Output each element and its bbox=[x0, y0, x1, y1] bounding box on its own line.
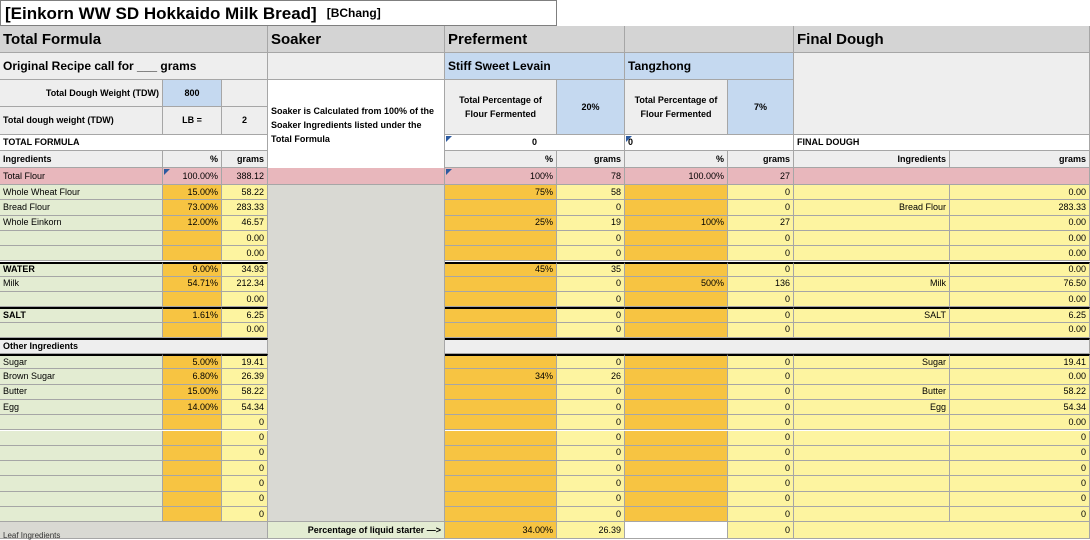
col-lev-grams: grams bbox=[557, 151, 625, 168]
levain-pct[interactable] bbox=[445, 231, 557, 246]
ingredient-name[interactable]: Whole Wheat Flour bbox=[0, 185, 163, 200]
soaker-flour[interactable] bbox=[268, 168, 445, 185]
stiff-levain-label[interactable]: Stiff Sweet Levain bbox=[445, 53, 625, 80]
col-pct: % bbox=[163, 151, 222, 168]
ingredient-grams[interactable]: 0 bbox=[222, 446, 268, 461]
levain-grams[interactable]: 0 bbox=[557, 277, 625, 292]
liquid-starter-label: Percentage of liquid starter —> bbox=[268, 522, 445, 539]
tang-pct[interactable] bbox=[625, 446, 728, 461]
ingredient-pct[interactable]: 9.00% bbox=[163, 262, 222, 277]
levain-pct[interactable] bbox=[445, 476, 557, 491]
levain-pct[interactable] bbox=[445, 307, 557, 322]
fd-grams[interactable]: 0.00 bbox=[950, 246, 1090, 261]
ingredient-grams[interactable]: 0 bbox=[222, 476, 268, 491]
fd-ingredient[interactable] bbox=[794, 492, 950, 507]
levain-grams[interactable]: 0 bbox=[557, 292, 625, 307]
tang-grams[interactable]: 0 bbox=[728, 476, 794, 491]
ingredient-name[interactable] bbox=[0, 231, 163, 246]
fd-ingredient[interactable] bbox=[794, 292, 950, 307]
fd-ingredient[interactable] bbox=[794, 185, 950, 200]
tang-grams[interactable]: 0 bbox=[728, 461, 794, 476]
tang-grams[interactable]: 0 bbox=[728, 185, 794, 200]
ingredient-name[interactable] bbox=[0, 507, 163, 522]
col-grams: grams bbox=[222, 151, 268, 168]
tang-pct[interactable] bbox=[625, 476, 728, 491]
ingredient-pct[interactable]: 6.80% bbox=[163, 369, 222, 384]
fd-ingredient[interactable] bbox=[794, 216, 950, 231]
recipe-title: [Einkorn WW SD Hokkaido Milk Bread] bbox=[5, 3, 317, 23]
ingredient-grams[interactable]: 26.39 bbox=[222, 369, 268, 384]
section-preferment-blank[interactable] bbox=[625, 26, 794, 53]
levain-grams[interactable]: 0 bbox=[557, 446, 625, 461]
fd-ingredient[interactable]: Bread Flour bbox=[794, 200, 950, 215]
ingredient-name[interactable] bbox=[0, 292, 163, 307]
tang-pct[interactable] bbox=[625, 246, 728, 261]
fd-grams[interactable]: 0.00 bbox=[950, 262, 1090, 277]
tang-grams[interactable]: 0 bbox=[728, 354, 794, 369]
tang-pct[interactable] bbox=[625, 354, 728, 369]
tang-pct[interactable] bbox=[625, 492, 728, 507]
ingredient-name[interactable]: Bread Flour bbox=[0, 200, 163, 215]
sheet-title[interactable] bbox=[0, 0, 557, 26]
ingredient-grams[interactable]: 0 bbox=[222, 461, 268, 476]
tangzhong-label[interactable]: Tangzhong bbox=[625, 53, 794, 80]
levain-grams[interactable]: 0 bbox=[557, 231, 625, 246]
ingredient-pct[interactable]: 1.61% bbox=[163, 307, 222, 322]
tang-grams[interactable]: 0 bbox=[728, 492, 794, 507]
tdw-label: Total Dough Weight (TDW) bbox=[0, 80, 163, 107]
tang-grams[interactable]: 0 bbox=[728, 400, 794, 415]
other-ingredients-band bbox=[445, 338, 1090, 354]
fd-ingredient[interactable] bbox=[794, 262, 950, 277]
fd-grams[interactable]: 0.00 bbox=[950, 231, 1090, 246]
ingredient-name[interactable]: Whole Einkorn bbox=[0, 216, 163, 231]
fd-grams[interactable]: 0.00 bbox=[950, 216, 1090, 231]
col-lev-pct: % bbox=[445, 151, 557, 168]
tang-pct[interactable]: 500% bbox=[625, 277, 728, 292]
ingredient-pct[interactable] bbox=[163, 231, 222, 246]
fd-grams[interactable]: 0.00 bbox=[950, 185, 1090, 200]
tang-grams[interactable]: 0 bbox=[728, 262, 794, 277]
levain-grams[interactable]: 0 bbox=[557, 492, 625, 507]
ingredient-grams[interactable]: 54.34 bbox=[222, 400, 268, 415]
ingredient-pct[interactable] bbox=[163, 492, 222, 507]
levain-pct[interactable] bbox=[445, 323, 557, 338]
levain-grams[interactable]: 0 bbox=[557, 400, 625, 415]
ingredient-pct[interactable]: 15.00% bbox=[163, 185, 222, 200]
tang-grams[interactable]: 27 bbox=[728, 216, 794, 231]
fd-grams[interactable]: 0.00 bbox=[950, 292, 1090, 307]
col-ingredients: Ingredients bbox=[0, 151, 163, 168]
ingredient-grams[interactable]: 58.22 bbox=[222, 185, 268, 200]
tang-pct[interactable] bbox=[625, 292, 728, 307]
soaker-note: Soaker is Calculated from 100% of the Soaker Ingredients listed under the Total Formula bbox=[268, 80, 445, 170]
levain-pct[interactable] bbox=[445, 354, 557, 369]
levain-pct[interactable] bbox=[445, 200, 557, 215]
ingredient-name[interactable] bbox=[0, 415, 163, 430]
tang-grams[interactable]: 0 bbox=[728, 415, 794, 430]
ingredient-name[interactable]: Milk bbox=[0, 277, 163, 292]
levain-pct[interactable] bbox=[445, 385, 557, 400]
ingredient-grams[interactable]: 6.25 bbox=[222, 307, 268, 322]
footer-note: Leaf Ingredients bbox=[3, 531, 61, 540]
levain-grams[interactable]: 26 bbox=[557, 369, 625, 384]
levain-pct[interactable] bbox=[445, 492, 557, 507]
levain-pct[interactable]: 25% bbox=[445, 216, 557, 231]
levain-grams[interactable]: 0 bbox=[557, 415, 625, 430]
col-fd-ingredients: Ingredients bbox=[794, 151, 950, 168]
ingredient-pct[interactable] bbox=[163, 476, 222, 491]
fd-grams[interactable]: 0.00 bbox=[950, 369, 1090, 384]
ingredient-grams[interactable]: 0 bbox=[222, 415, 268, 430]
tang-grams[interactable]: 0 bbox=[728, 369, 794, 384]
liquid-starter-grams[interactable]: 26.39 bbox=[557, 522, 625, 539]
fd-grams[interactable]: 0 bbox=[950, 431, 1090, 446]
tang-grams[interactable]: 0 bbox=[728, 446, 794, 461]
ingredient-grams[interactable]: 283.33 bbox=[222, 200, 268, 215]
fd-grams[interactable]: 0 bbox=[950, 476, 1090, 491]
lev-flour-grams[interactable]: 78 bbox=[557, 168, 625, 185]
ingredient-pct[interactable]: 54.71% bbox=[163, 277, 222, 292]
fd-ingredient[interactable]: SALT bbox=[794, 307, 950, 322]
tang-pct[interactable] bbox=[625, 200, 728, 215]
tang-pct[interactable] bbox=[625, 415, 728, 430]
ingredient-pct[interactable] bbox=[163, 431, 222, 446]
tang-grams[interactable]: 136 bbox=[728, 277, 794, 292]
levain-grams[interactable]: 0 bbox=[557, 461, 625, 476]
ingredient-name[interactable]: WATER bbox=[0, 262, 163, 277]
fd-grams[interactable]: 6.25 bbox=[950, 307, 1090, 322]
levain-grams[interactable]: 0 bbox=[557, 307, 625, 322]
levain-pct[interactable] bbox=[445, 446, 557, 461]
ingredient-pct[interactable]: 5.00% bbox=[163, 354, 222, 369]
tang-pct[interactable] bbox=[625, 307, 728, 322]
tang-pct[interactable] bbox=[625, 431, 728, 446]
fd-ingredient[interactable] bbox=[794, 431, 950, 446]
tang-grams[interactable]: 0 bbox=[728, 507, 794, 522]
fd-grams[interactable]: 54.34 bbox=[950, 400, 1090, 415]
levain-pct[interactable] bbox=[445, 400, 557, 415]
final-dough-label: FINAL DOUGH bbox=[794, 135, 1090, 151]
ingredient-grams[interactable]: 212.34 bbox=[222, 277, 268, 292]
section-total-formula[interactable]: Total Formula bbox=[0, 26, 268, 53]
fd-grams[interactable]: 19.41 bbox=[950, 354, 1090, 369]
tang-flour-grams[interactable]: 27 bbox=[728, 168, 794, 185]
tdw-input[interactable]: 800 bbox=[163, 80, 222, 107]
levain-pct[interactable] bbox=[445, 246, 557, 261]
soaker-column bbox=[268, 185, 445, 522]
levain-pct[interactable] bbox=[445, 415, 557, 430]
levain-zero[interactable]: 0 bbox=[445, 135, 625, 151]
ingredient-grams[interactable]: 0.00 bbox=[222, 323, 268, 338]
levain-grams[interactable]: 0 bbox=[557, 200, 625, 215]
ingredient-name[interactable]: Butter bbox=[0, 385, 163, 400]
ingredient-pct[interactable]: 73.00% bbox=[163, 200, 222, 215]
levain-grams[interactable]: 0 bbox=[557, 323, 625, 338]
ingredient-name[interactable]: Egg bbox=[0, 400, 163, 415]
final-dough-blank-top[interactable] bbox=[794, 53, 1090, 135]
fd-ingredient[interactable] bbox=[794, 461, 950, 476]
tang-pct[interactable] bbox=[625, 369, 728, 384]
tang-pct[interactable] bbox=[625, 400, 728, 415]
ingredient-pct[interactable]: 15.00% bbox=[163, 385, 222, 400]
fd-grams[interactable]: 0 bbox=[950, 492, 1090, 507]
fd-grams[interactable]: 0.00 bbox=[950, 415, 1090, 430]
ingredient-grams[interactable]: 0.00 bbox=[222, 231, 268, 246]
soaker-blank-top[interactable] bbox=[268, 53, 445, 80]
levain-pct[interactable]: 34% bbox=[445, 369, 557, 384]
ingredient-name[interactable]: Sugar bbox=[0, 354, 163, 369]
total-flour-grams[interactable]: 388.12 bbox=[222, 168, 268, 185]
fd-grams[interactable]: 0 bbox=[950, 507, 1090, 522]
fd-grams[interactable]: 76.50 bbox=[950, 277, 1090, 292]
ingredient-pct[interactable]: 12.00% bbox=[163, 216, 222, 231]
lev-flour-pct[interactable]: 100% bbox=[445, 168, 557, 185]
section-soaker[interactable]: Soaker bbox=[268, 26, 445, 53]
ingredient-pct[interactable] bbox=[163, 292, 222, 307]
ingredient-grams[interactable]: 0 bbox=[222, 431, 268, 446]
ingredient-pct[interactable] bbox=[163, 446, 222, 461]
fd-ingredient[interactable]: Milk bbox=[794, 277, 950, 292]
liquid-starter-pct[interactable]: 34.00% bbox=[445, 522, 557, 539]
fd-ingredient[interactable] bbox=[794, 369, 950, 384]
levain-grams[interactable]: 0 bbox=[557, 507, 625, 522]
tdw-lb-label: Total dough weight (TDW) bbox=[0, 107, 163, 135]
fd-ingredient[interactable] bbox=[794, 446, 950, 461]
ingredient-name[interactable] bbox=[0, 476, 163, 491]
fd-grams[interactable]: 0 bbox=[950, 461, 1090, 476]
fd-ingredient[interactable]: Egg bbox=[794, 400, 950, 415]
ingredient-grams[interactable]: 19.41 bbox=[222, 354, 268, 369]
tang-pct[interactable] bbox=[625, 507, 728, 522]
levain-grams[interactable]: 0 bbox=[557, 431, 625, 446]
ingredient-pct[interactable] bbox=[163, 415, 222, 430]
section-final-dough[interactable]: Final Dough bbox=[794, 26, 1090, 53]
tang-flour-pct[interactable]: 100.00% bbox=[625, 168, 728, 185]
ingredient-name[interactable]: SALT bbox=[0, 307, 163, 322]
levain-pct[interactable] bbox=[445, 292, 557, 307]
recipe-author: [BChang] bbox=[326, 5, 381, 20]
liquid-starter-tang-blank bbox=[625, 522, 728, 539]
levain-grams[interactable]: 0 bbox=[557, 354, 625, 369]
levain-grams[interactable]: 58 bbox=[557, 185, 625, 200]
levain-pct[interactable] bbox=[445, 277, 557, 292]
tang-pct[interactable] bbox=[625, 461, 728, 476]
ingredient-pct[interactable] bbox=[163, 461, 222, 476]
levain-pct[interactable] bbox=[445, 507, 557, 522]
fd-ingredient[interactable] bbox=[794, 323, 950, 338]
ingredient-grams[interactable]: 46.57 bbox=[222, 216, 268, 231]
levain-grams[interactable]: 19 bbox=[557, 216, 625, 231]
tang-pct[interactable] bbox=[625, 231, 728, 246]
ingredient-grams[interactable]: 0.00 bbox=[222, 246, 268, 261]
fd-ingredient[interactable]: Sugar bbox=[794, 354, 950, 369]
levain-pct[interactable] bbox=[445, 431, 557, 446]
ingredient-grams[interactable]: 0.00 bbox=[222, 292, 268, 307]
col-tang-pct: % bbox=[625, 151, 728, 168]
lb-value[interactable]: 2 bbox=[222, 107, 268, 135]
other-ingredients-label: Other Ingredients bbox=[0, 338, 268, 354]
fd-ingredient[interactable]: Butter bbox=[794, 385, 950, 400]
fd-ingredient[interactable] bbox=[794, 415, 950, 430]
ingredient-grams[interactable]: 34.93 bbox=[222, 262, 268, 277]
ingredient-grams[interactable]: 0 bbox=[222, 507, 268, 522]
tang-grams[interactable]: 0 bbox=[728, 200, 794, 215]
fd-grams[interactable]: 58.22 bbox=[950, 385, 1090, 400]
liquid-starter-tang[interactable]: 0 bbox=[728, 522, 794, 539]
ingredient-pct[interactable] bbox=[163, 507, 222, 522]
tang-pct[interactable] bbox=[625, 262, 728, 277]
tang-grams[interactable]: 0 bbox=[728, 385, 794, 400]
liquid-starter-fd-blank bbox=[794, 522, 1090, 539]
ingredient-pct[interactable] bbox=[163, 323, 222, 338]
tang-grams[interactable]: 0 bbox=[728, 246, 794, 261]
total-flour-pct[interactable]: 100.00% bbox=[163, 168, 222, 185]
fd-ingredient[interactable] bbox=[794, 231, 950, 246]
ingredient-name[interactable] bbox=[0, 446, 163, 461]
total-flour-name: Total Flour bbox=[0, 168, 163, 185]
tang-pct-input[interactable]: 7% bbox=[728, 80, 794, 135]
levain-pct[interactable] bbox=[445, 461, 557, 476]
levain-grams[interactable]: 0 bbox=[557, 246, 625, 261]
tang-grams[interactable]: 0 bbox=[728, 307, 794, 322]
col-fd-grams: grams bbox=[950, 151, 1090, 168]
tang-grams[interactable]: 0 bbox=[728, 292, 794, 307]
levain-pct[interactable]: 45% bbox=[445, 262, 557, 277]
tang-grams[interactable]: 0 bbox=[728, 231, 794, 246]
tang-pct[interactable] bbox=[625, 323, 728, 338]
lb-label: LB = bbox=[163, 107, 222, 135]
total-formula-label: TOTAL FORMULA bbox=[0, 135, 268, 151]
levain-grams[interactable]: 35 bbox=[557, 262, 625, 277]
tang-grams[interactable]: 0 bbox=[728, 323, 794, 338]
tang-pct-label: Total Percentage of Flour Fermented bbox=[625, 80, 728, 135]
ingredient-grams[interactable]: 0 bbox=[222, 492, 268, 507]
ingredient-pct[interactable] bbox=[163, 246, 222, 261]
ingredient-name[interactable] bbox=[0, 246, 163, 261]
original-recipe-label[interactable]: Original Recipe call for ___ grams bbox=[0, 53, 268, 80]
tang-grams[interactable]: 0 bbox=[728, 431, 794, 446]
tdw-blank[interactable] bbox=[222, 80, 268, 107]
fd-ingredient[interactable] bbox=[794, 246, 950, 261]
section-preferment[interactable]: Preferment bbox=[445, 26, 625, 53]
ingredient-pct[interactable]: 14.00% bbox=[163, 400, 222, 415]
tang-pct[interactable]: 100% bbox=[625, 216, 728, 231]
ingredient-name[interactable] bbox=[0, 323, 163, 338]
ingredient-name[interactable]: Brown Sugar bbox=[0, 369, 163, 384]
tang-pct[interactable] bbox=[625, 385, 728, 400]
fd-flour[interactable] bbox=[794, 168, 1090, 185]
tang-zero[interactable]: 0 bbox=[625, 135, 794, 151]
levain-grams[interactable]: 0 bbox=[557, 476, 625, 491]
levain-grams[interactable]: 0 bbox=[557, 385, 625, 400]
levain-pct[interactable]: 75% bbox=[445, 185, 557, 200]
ingredient-grams[interactable]: 58.22 bbox=[222, 385, 268, 400]
fd-grams[interactable]: 283.33 bbox=[950, 200, 1090, 215]
fd-ingredient[interactable] bbox=[794, 507, 950, 522]
levain-pct-label: Total Percentage of Flour Fermented bbox=[445, 80, 557, 135]
levain-pct-input[interactable]: 20% bbox=[557, 80, 625, 135]
ingredient-name[interactable] bbox=[0, 492, 163, 507]
ingredient-name[interactable] bbox=[0, 461, 163, 476]
fd-ingredient[interactable] bbox=[794, 476, 950, 491]
fd-grams[interactable]: 0 bbox=[950, 446, 1090, 461]
fd-grams[interactable]: 0.00 bbox=[950, 323, 1090, 338]
ingredient-name[interactable] bbox=[0, 431, 163, 446]
tang-pct[interactable] bbox=[625, 185, 728, 200]
col-tang-grams: grams bbox=[728, 151, 794, 168]
